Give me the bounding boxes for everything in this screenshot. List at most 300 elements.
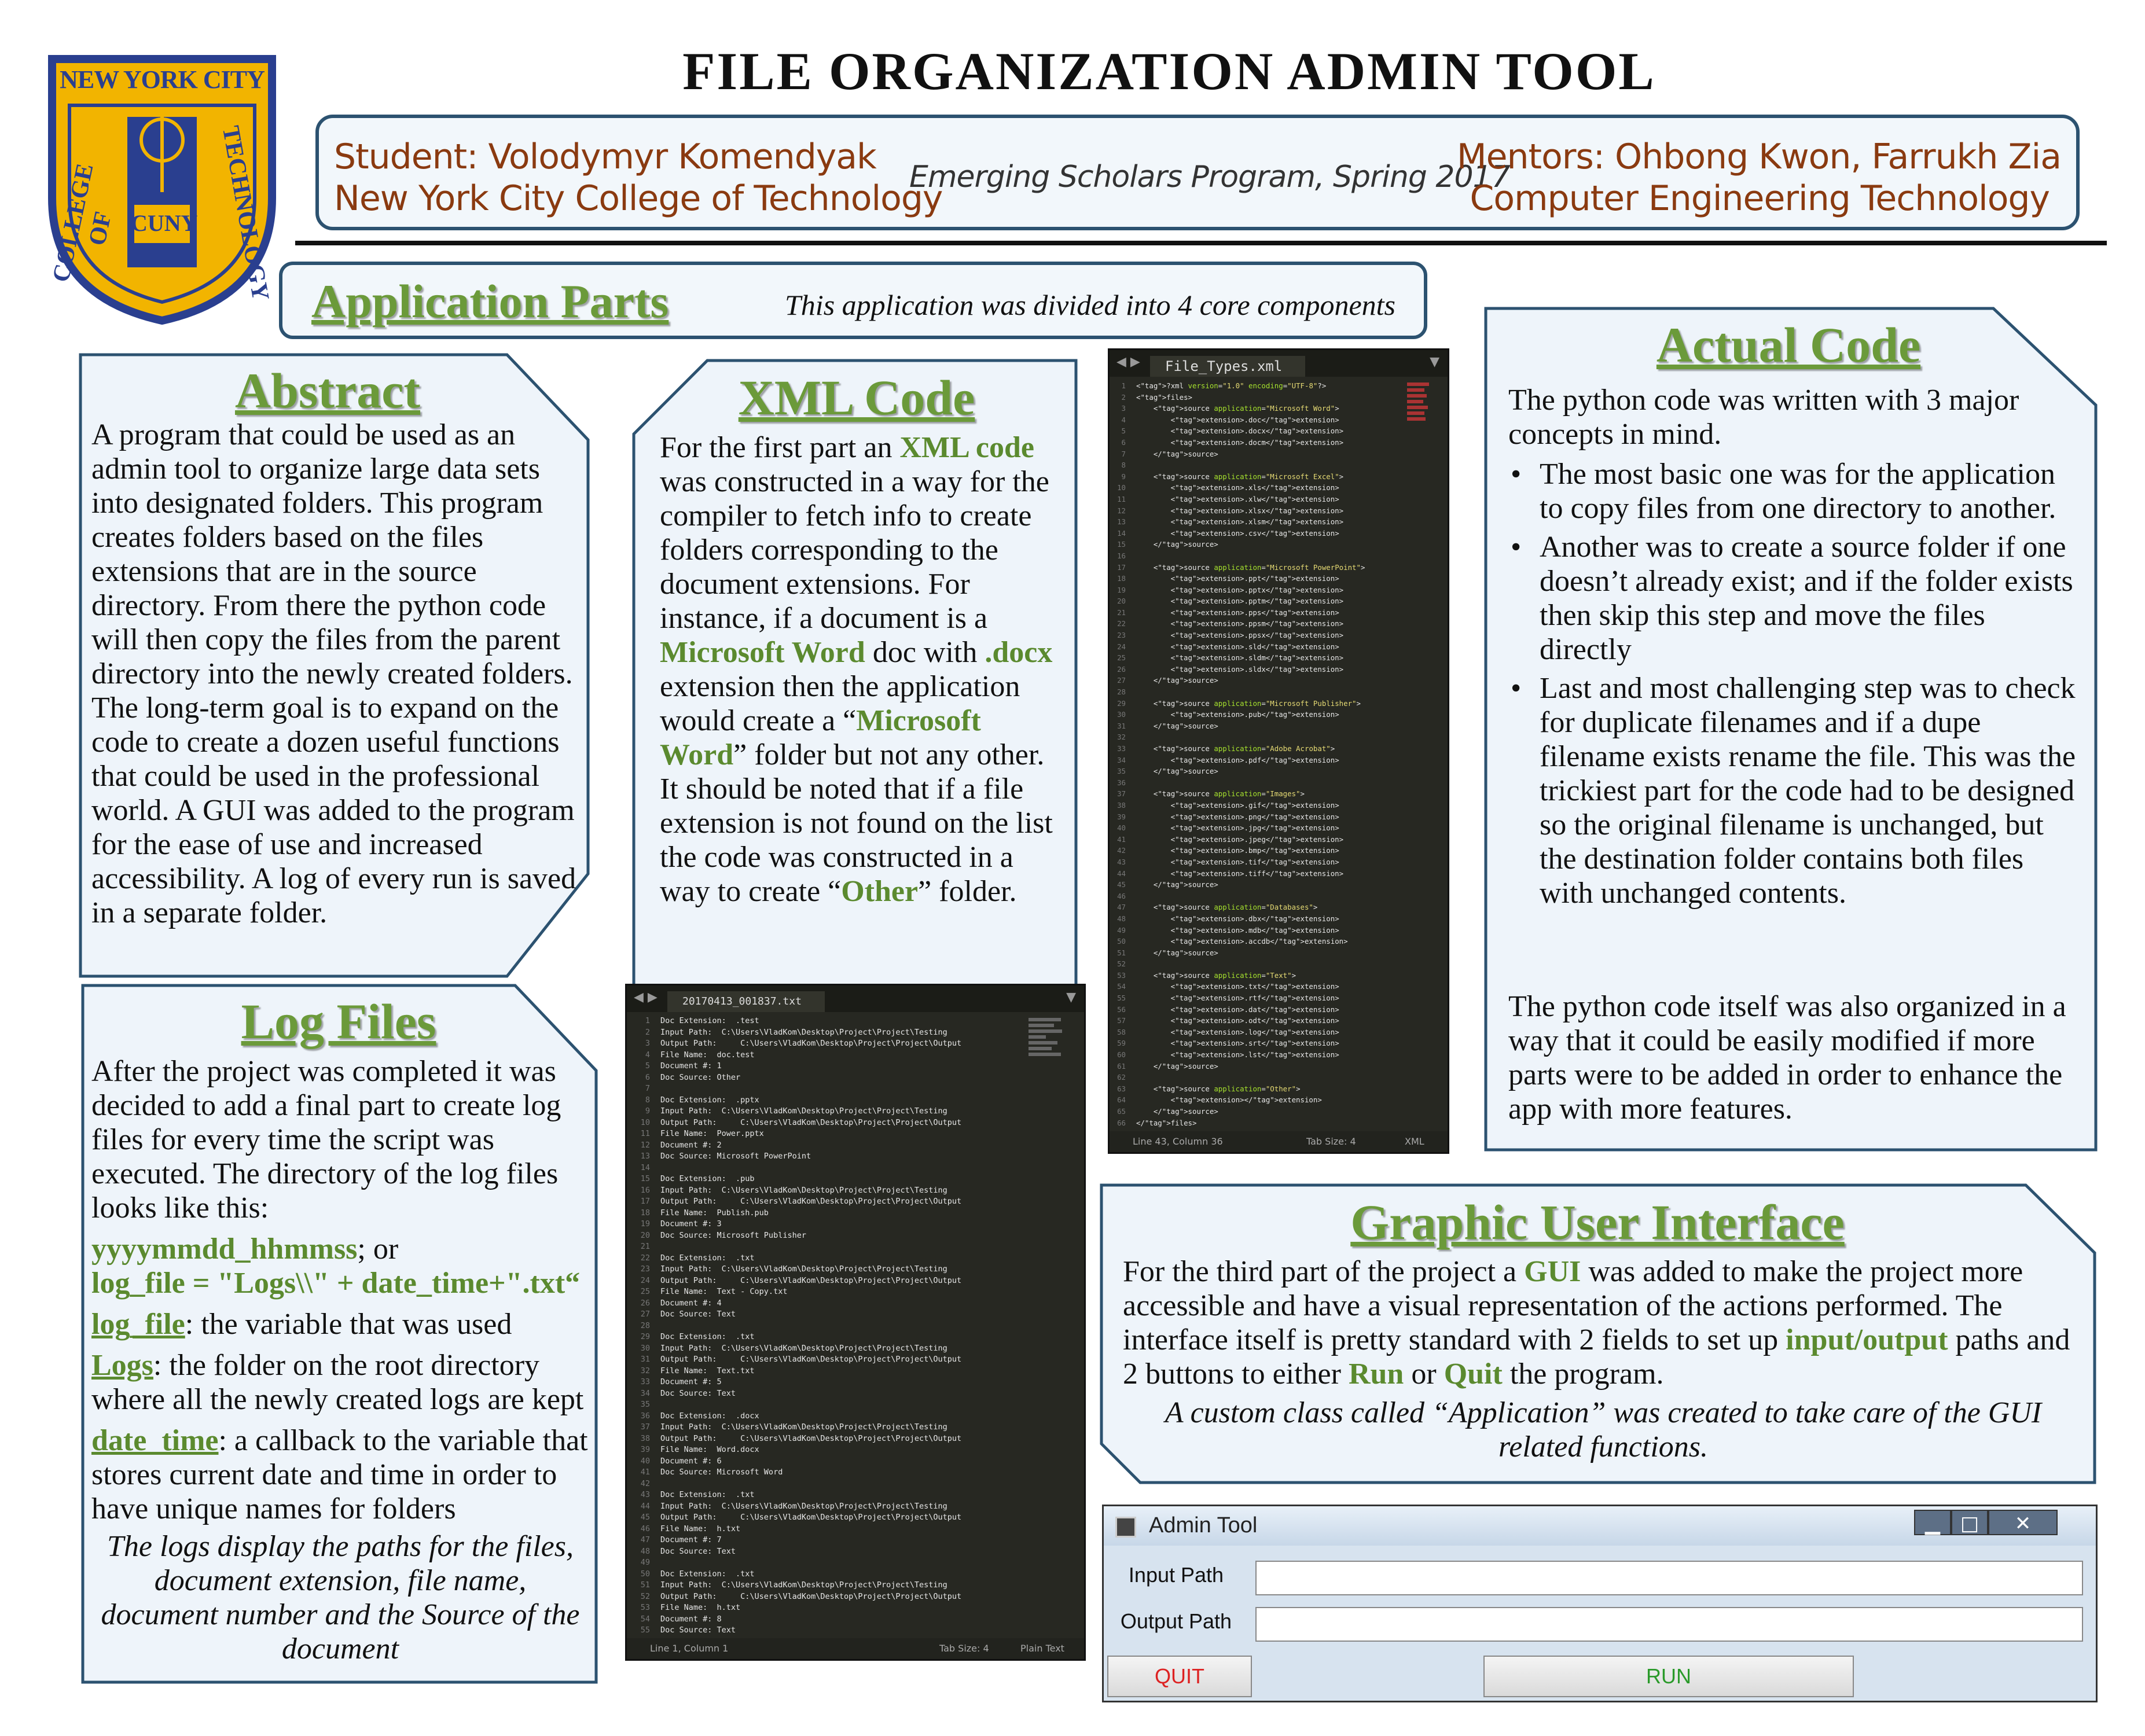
line-number: 40 <box>1117 823 1126 833</box>
code-text: Doc Extension: .txt <box>660 1490 755 1499</box>
actual-code-bullet-text: The most basic one was for the application to copy files from one directory to another. <box>1540 458 2056 525</box>
code-text: <"tag">extension>.sld</"tag">extension> <box>1136 642 1339 651</box>
line-number: 15 <box>640 1174 650 1183</box>
log-editor-tabbar <box>627 985 1084 1012</box>
code-text: <"tag">extension>.pub</"tag">extension> <box>1136 710 1339 719</box>
code-line <box>1110 1083 1430 1095</box>
line-number: 44 <box>640 1501 650 1511</box>
line-number: 2 <box>645 1027 650 1037</box>
line-number: 47 <box>640 1535 650 1544</box>
line-number: 45 <box>1117 880 1126 889</box>
code-text: Document #: 1 <box>660 1061 722 1071</box>
line-number: 14 <box>1117 528 1126 538</box>
line-number: 3 <box>645 1039 650 1048</box>
line-number: 6 <box>645 1072 650 1082</box>
code-line <box>1110 380 1430 392</box>
actual-code-title: Actual Code <box>1656 317 1921 373</box>
line-number: 34 <box>1117 755 1126 764</box>
line-number: 14 <box>640 1163 650 1172</box>
code-line <box>1110 788 1430 800</box>
logo-center-text: CUNY <box>131 210 198 236</box>
code-line <box>627 1377 1067 1388</box>
code-line <box>1110 766 1430 777</box>
line-number: 52 <box>640 1591 650 1601</box>
line-number: 4 <box>645 1050 650 1060</box>
code-line <box>1110 1072 1430 1083</box>
code-line <box>1110 482 1430 494</box>
header-box <box>315 115 2080 230</box>
code-line <box>1110 811 1430 823</box>
output-path-field[interactable] <box>1255 1607 2083 1642</box>
line-number: 39 <box>1117 812 1126 821</box>
code-line <box>1110 471 1430 483</box>
line-number: 23 <box>640 1264 650 1274</box>
code-text: Input Path: C:\Users\VladKom\Desktop\Project\Project\Testing <box>660 1264 947 1274</box>
line-number: 17 <box>1117 562 1126 572</box>
code-line <box>1110 743 1430 755</box>
line-number: 12 <box>1117 506 1126 515</box>
line-number: 25 <box>640 1287 650 1296</box>
code-line <box>1110 720 1430 732</box>
code-text: <"tag">extension>.sldm</"tag">extension> <box>1136 653 1344 663</box>
line-number: 55 <box>640 1625 650 1635</box>
code-line <box>627 1174 1067 1185</box>
logo-left-text: COLLEGE OF <box>47 161 117 285</box>
code-text: <"tag">extension>.docm</"tag">extension> <box>1136 437 1344 447</box>
code-text: Doc Extension: .pptx <box>660 1095 759 1105</box>
log-format-line-1 <box>91 1232 589 1266</box>
line-number: 13 <box>1117 517 1126 527</box>
line-number: 49 <box>1117 925 1126 935</box>
code-line <box>627 1016 1067 1027</box>
code-line <box>627 1580 1067 1591</box>
line-number: 40 <box>640 1456 650 1466</box>
code-line <box>1110 652 1430 664</box>
xml-text-5: ” folder but not any other. It should be noted that if a file extension is not found on the list the code was constructed in a way to create “ <box>660 738 1053 908</box>
code-text: <"tag">extension>.accdb</"tag">extension> <box>1136 937 1348 946</box>
log-value-3: : a callback to the variable that stores current date and time in order to have unique names for folders <box>91 1424 588 1525</box>
code-text: <"tag">extension>.sldx</"tag">extension> <box>1136 664 1344 674</box>
code-text: File Name: Text - Copy.txt <box>660 1287 788 1296</box>
code-line <box>1110 584 1430 596</box>
code-line <box>1110 958 1430 970</box>
code-line <box>1110 1094 1430 1106</box>
gui-text <box>1123 1255 2078 1391</box>
code-line <box>627 1489 1067 1501</box>
log-files-title: Log Files <box>241 994 436 1049</box>
line-number: 54 <box>1117 982 1126 991</box>
actual-code-bullet: • Last and most challenging step was to check for duplicate filenames and if a dupe filename exists rename the file. This was the trickiest part for the code had to be designed so the original filename is unchanged, but the destination folder contains both files with unchanged contents. <box>1511 672 2076 910</box>
line-number: 9 <box>1121 472 1126 481</box>
code-line <box>1110 437 1430 448</box>
code-line <box>627 1061 1067 1072</box>
code-text: Doc Extension: .pub <box>660 1174 755 1183</box>
tab-nav-arrows-icon: ◀ ▶ <box>1116 355 1140 369</box>
code-line <box>627 1354 1067 1366</box>
college-name: New York City College of Technology <box>334 178 943 219</box>
code-line <box>1110 913 1430 925</box>
line-number: 33 <box>1117 744 1126 753</box>
logo-right-text: TECHNOLOGY <box>216 123 274 303</box>
xml-highlight-1: XML code <box>899 431 1034 464</box>
code-line <box>627 1512 1067 1524</box>
line-number: 5 <box>1121 426 1126 436</box>
code-text: <"tag">extension>.rtf</"tag">extension> <box>1136 994 1339 1003</box>
log-key-line-3 <box>91 1424 589 1526</box>
code-line <box>1110 970 1430 981</box>
code-line <box>1110 414 1430 426</box>
xml-highlight-4: Microsoft Word <box>660 704 981 771</box>
code-text: <"tag">extension>.log</"tag">extension> <box>1136 1027 1339 1036</box>
code-line <box>1110 686 1430 698</box>
code-text: <"tag">extension></"tag">extension> <box>1136 1095 1322 1105</box>
code-text: Input Path: C:\Users\VladKom\Desktop\Project\Project\Testing <box>660 1580 947 1590</box>
line-number: 38 <box>640 1433 650 1443</box>
gui-text-2: was added to make the project more accessible and have a visual representation of the actions performed. The interface itself is pretty standard with 2 fields to set up <box>1123 1255 2023 1356</box>
code-line <box>627 1332 1067 1343</box>
line-number: 42 <box>1117 846 1126 855</box>
code-text: </"tag">source> <box>1136 1107 1218 1116</box>
code-line <box>1110 856 1430 868</box>
code-text: <"tag">extension>.pps</"tag">extension> <box>1136 608 1339 617</box>
code-text: Document #: 2 <box>660 1140 722 1150</box>
code-text: <"tag">extension>.docx</"tag">extension> <box>1136 426 1344 436</box>
xml-editor-statusbar <box>1110 1131 1448 1152</box>
header-divider <box>295 241 2107 245</box>
line-number: 9 <box>645 1106 650 1116</box>
line-number: 32 <box>640 1366 650 1375</box>
code-text: <"tag">extension>.pptx</"tag">extension> <box>1136 585 1344 594</box>
code-line <box>1110 607 1430 619</box>
code-line <box>1110 879 1430 891</box>
log-key-3: date_time <box>91 1424 219 1457</box>
code-line <box>627 1196 1067 1208</box>
code-text: <"tag">extension>.csv</"tag">extension> <box>1136 528 1339 538</box>
xml-text-4: extension then the application would create a “ <box>660 670 1020 737</box>
line-number: 17 <box>640 1197 650 1206</box>
line-number: 3 <box>1121 404 1126 413</box>
code-line <box>627 1038 1067 1050</box>
line-number: 1 <box>1121 381 1126 390</box>
code-line <box>627 1478 1067 1490</box>
line-number: 30 <box>640 1343 650 1353</box>
code-line <box>627 1467 1067 1478</box>
line-number: 31 <box>640 1355 650 1364</box>
log-editor-statusbar <box>627 1638 1084 1659</box>
log-value-1: : the variable that was used <box>185 1308 512 1341</box>
code-line <box>1110 777 1430 789</box>
line-number: 31 <box>1117 721 1126 730</box>
line-number: 29 <box>640 1332 650 1341</box>
input-path-field[interactable] <box>1255 1561 2083 1595</box>
code-line <box>627 1625 1067 1636</box>
code-text: Input Path: C:\Users\VladKom\Desktop\Project\Project\Testing <box>660 1343 947 1353</box>
line-number: 43 <box>1117 857 1126 866</box>
code-line <box>627 1591 1067 1603</box>
code-line <box>1110 664 1430 675</box>
code-line <box>627 1128 1067 1140</box>
code-text: Doc Source: Text <box>660 1310 736 1319</box>
line-number: 35 <box>1117 767 1126 776</box>
code-line <box>1110 539 1430 550</box>
code-text: Document #: 8 <box>660 1614 722 1624</box>
code-text: File Name: doc.test <box>660 1050 755 1060</box>
xml-highlight-2: Microsoft Word <box>660 636 865 669</box>
line-number: 8 <box>1121 461 1126 470</box>
code-line <box>1110 1117 1430 1129</box>
line-number: 26 <box>640 1298 650 1308</box>
line-number: 11 <box>1117 494 1126 503</box>
line-number: 32 <box>1117 733 1126 742</box>
line-number: 28 <box>640 1321 650 1330</box>
line-number: 37 <box>1117 789 1126 799</box>
code-line <box>627 1027 1067 1039</box>
code-line <box>627 1411 1067 1422</box>
code-line <box>627 1095 1067 1106</box>
line-number: 1 <box>645 1016 650 1025</box>
code-text: <"tag">source application="Other"> <box>1136 1084 1301 1093</box>
code-text: Doc Extension: .txt <box>660 1332 755 1341</box>
line-number: 41 <box>640 1467 650 1477</box>
line-number: 51 <box>1117 948 1126 957</box>
code-text: Output Path: C:\Users\VladKom\Desktop\Project\Project\Output <box>660 1039 962 1048</box>
line-number: 16 <box>640 1185 650 1195</box>
code-line <box>1110 709 1430 720</box>
code-line <box>627 1083 1067 1095</box>
code-text: Input Path: C:\Users\VladKom\Desktop\Project\Project\Testing <box>660 1422 947 1432</box>
xml-text-1: For the first part an <box>660 431 900 464</box>
actual-code-bullets <box>1511 457 2081 915</box>
code-line <box>1110 630 1430 641</box>
line-number: 59 <box>1117 1039 1126 1048</box>
line-number: 13 <box>640 1152 650 1161</box>
code-text: <"tag">extension>.txt</"tag">extension> <box>1136 982 1339 991</box>
code-line <box>627 1399 1067 1411</box>
code-text: <"tag">extension>.xlw</"tag">extension> <box>1136 494 1339 503</box>
line-number: 19 <box>640 1219 650 1229</box>
maximize-button[interactable]: □ <box>1951 1510 1988 1535</box>
code-text: Input Path: C:\Users\VladKom\Desktop\Project\Project\Testing <box>660 1185 947 1195</box>
code-line <box>627 1106 1067 1117</box>
code-text: <"tag">extension>.doc</"tag">extension> <box>1136 415 1339 424</box>
log-format-1-suffix: ; or <box>357 1233 399 1266</box>
code-text: Doc Source: Text <box>660 1388 736 1398</box>
app-icon <box>1115 1517 1136 1538</box>
xml-text-2: was constructed in a way for the compiler to fetch info to create folders corresponding to the document extensions. For instance, if a document is a <box>660 465 1049 635</box>
code-line <box>627 1309 1067 1321</box>
log-format-2: log_file = "Logs\\" + date_time+".txt“ <box>91 1267 581 1300</box>
line-number: 45 <box>640 1513 650 1522</box>
code-line <box>1110 936 1430 947</box>
gui-highlight-4: Quit <box>1444 1358 1503 1391</box>
output-path-label: Output Path <box>1120 1609 1232 1633</box>
xml-minimap <box>1407 382 1430 423</box>
code-line <box>1110 1106 1430 1117</box>
code-text: </"tag">source> <box>1136 676 1218 685</box>
code-line <box>1110 698 1430 709</box>
actual-code-bullet: • The most basic one was for the application to copy files from one directory to another. <box>1511 458 2056 525</box>
line-number: 53 <box>640 1603 650 1612</box>
line-number: 27 <box>1117 676 1126 685</box>
student-name: Student: Volodymyr Komendyak <box>334 137 876 177</box>
code-text: File Name: Publish.pub <box>660 1208 769 1218</box>
code-line <box>1110 731 1430 743</box>
log-key-line-2 <box>91 1348 589 1417</box>
code-text: Doc Extension: .txt <box>660 1253 755 1263</box>
line-number: 42 <box>640 1478 650 1488</box>
code-text: </"tag">source> <box>1136 449 1218 458</box>
line-number: 34 <box>640 1388 650 1398</box>
line-number: 7 <box>645 1084 650 1093</box>
code-text: </"tag">source> <box>1136 948 1218 957</box>
line-number: 61 <box>1117 1061 1126 1071</box>
xml-text-3: doc with <box>865 636 985 669</box>
minimize-button[interactable]: ▁ <box>1914 1510 1951 1535</box>
code-line <box>1110 573 1430 584</box>
line-number: 46 <box>1117 891 1126 900</box>
line-number: 58 <box>1117 1027 1126 1036</box>
code-text: <"tag">extension>.tif</"tag">extension> <box>1136 857 1339 866</box>
code-text: <"tag">extension>.jpeg</"tag">extension> <box>1136 834 1344 844</box>
line-number: 24 <box>640 1275 650 1285</box>
run-button[interactable]: RUN <box>1483 1656 1854 1697</box>
code-line <box>627 1444 1067 1456</box>
code-text: Output Path: C:\Users\VladKom\Desktop\Project\Project\Output <box>660 1197 962 1206</box>
code-text: Doc Source: Microsoft Publisher <box>660 1230 806 1240</box>
code-line <box>1110 755 1430 766</box>
code-line <box>627 1050 1067 1061</box>
program-name: Emerging Scholars Program, Spring 2017 <box>909 160 1510 194</box>
line-number: 48 <box>1117 914 1126 923</box>
code-line <box>627 1524 1067 1535</box>
xml-text <box>660 431 1065 909</box>
code-text: <"tag">extension>.xlsm</"tag">extension> <box>1136 517 1344 527</box>
abstract-title: Abstract <box>234 363 421 418</box>
code-line <box>1110 822 1430 834</box>
line-number: 41 <box>1117 834 1126 844</box>
code-text: <"tag">files> <box>1136 392 1192 402</box>
code-line <box>627 1501 1067 1513</box>
code-line <box>1110 834 1430 845</box>
actual-code-intro: The python code was written with 3 major concepts in mind. <box>1508 384 2019 451</box>
line-number: 6 <box>1121 437 1126 447</box>
line-number: 29 <box>1117 698 1126 708</box>
code-line <box>627 1433 1067 1445</box>
close-button[interactable]: ✕ <box>1988 1510 2058 1535</box>
code-text: Output Path: C:\Users\VladKom\Desktop\Project\Project\Output <box>660 1355 962 1364</box>
line-number: 12 <box>640 1140 650 1150</box>
line-number: 25 <box>1117 653 1126 663</box>
code-line <box>627 1241 1067 1253</box>
code-line <box>627 1343 1067 1355</box>
code-line <box>1110 1015 1430 1027</box>
line-number: 27 <box>640 1310 650 1319</box>
code-line <box>627 1219 1067 1230</box>
department-name: Computer Engineering Technology <box>1470 178 2049 219</box>
code-text: File Name: Power.pptx <box>660 1129 764 1138</box>
code-line <box>1110 1004 1430 1016</box>
line-number: 8 <box>645 1095 650 1105</box>
line-number: 43 <box>640 1490 650 1499</box>
line-number: 60 <box>1117 1050 1126 1060</box>
log-files-note: The logs display the paths for the files, document extension, file name, document number and the Source of the document <box>101 1530 580 1665</box>
code-text: <"tag">extension>.lst</"tag">extension> <box>1136 1050 1339 1060</box>
line-number: 10 <box>1117 483 1126 492</box>
code-line <box>627 1185 1067 1197</box>
line-number: 33 <box>640 1377 650 1386</box>
log-status-right: Plain Text <box>1020 1643 1064 1654</box>
code-line <box>1110 1061 1430 1072</box>
code-line <box>627 1456 1067 1467</box>
code-text: <"tag">extension>.pptm</"tag">extension> <box>1136 597 1344 606</box>
log-files-body <box>91 1054 589 1666</box>
line-number: 53 <box>1117 970 1126 980</box>
gui-highlight-3: Run <box>1348 1358 1404 1391</box>
code-line <box>1110 505 1430 517</box>
tab-nav-arrows-icon: ◀ ▶ <box>634 990 658 1005</box>
log-key-2: Logs <box>91 1349 153 1382</box>
code-text: File Name: h.txt <box>660 1603 741 1612</box>
log-minimap <box>1029 1018 1063 1058</box>
line-number: 30 <box>1117 710 1126 719</box>
code-text: <"tag">extension>.xlsx</"tag">extension> <box>1136 506 1344 515</box>
xml-highlight-3: .docx <box>985 636 1053 669</box>
line-number: 65 <box>1117 1107 1126 1116</box>
code-text: <"tag">?xml version="1.0" encoding="UTF-8"?> <box>1136 381 1327 390</box>
code-line <box>627 1422 1067 1433</box>
quit-button[interactable]: QUIT <box>1107 1656 1252 1697</box>
code-text: Output Path: C:\Users\VladKom\Desktop\Project\Project\Output <box>660 1275 962 1285</box>
app-parts-box <box>279 262 1427 339</box>
code-text: <"tag">extension>.ppsx</"tag">extension> <box>1136 631 1344 640</box>
xml-code-lines <box>1110 380 1430 1128</box>
code-text: File Name: Text.txt <box>660 1366 755 1375</box>
code-text: <"tag">extension>.jpg</"tag">extension> <box>1136 823 1339 833</box>
actual-code-bullet-text: Last and most challenging step was to check for duplicate filenames and if a dupe filename exists rename the file. This was the trickiest part for the code had to be designed so the original filename is unchanged, but the destination folder contains both files with unchanged contents. <box>1540 672 2076 910</box>
code-text: <"tag">extension>.odt</"tag">extension> <box>1136 1016 1339 1025</box>
line-number: 48 <box>640 1546 650 1556</box>
code-line <box>627 1275 1067 1287</box>
code-line <box>1110 494 1430 505</box>
line-number: 36 <box>1117 778 1126 787</box>
code-line <box>627 1366 1067 1377</box>
line-number: 21 <box>1117 608 1126 617</box>
code-text: Input Path: C:\Users\VladKom\Desktop\Project\Project\Testing <box>660 1501 947 1511</box>
code-text: <"tag">extension>.dat</"tag">extension> <box>1136 1005 1339 1014</box>
line-number: 15 <box>1117 540 1126 549</box>
code-line <box>627 1072 1067 1084</box>
code-text: </"tag">source> <box>1136 1061 1218 1071</box>
gui-title: Graphic User Interface <box>1350 1194 1845 1250</box>
code-line <box>1110 392 1430 403</box>
code-text: <"tag">extension>.dbx</"tag">extension> <box>1136 914 1339 923</box>
code-line <box>627 1286 1067 1298</box>
line-number: 50 <box>640 1569 650 1579</box>
actual-code-bullet-text: Another was to create a source folder if one doesn’t already exist; and if the folder exists then skip this step and move the files directly <box>1540 531 2073 666</box>
code-line <box>1110 992 1430 1004</box>
line-number: 56 <box>1117 1005 1126 1014</box>
code-line <box>627 1614 1067 1625</box>
code-line <box>627 1388 1067 1400</box>
line-number: 35 <box>640 1400 650 1409</box>
code-line <box>627 1602 1067 1614</box>
line-number: 22 <box>640 1253 650 1263</box>
code-line <box>1110 641 1430 653</box>
code-line <box>1110 459 1430 471</box>
code-text: </"tag">source> <box>1136 880 1218 889</box>
code-line <box>1110 891 1430 902</box>
code-line <box>1110 800 1430 811</box>
